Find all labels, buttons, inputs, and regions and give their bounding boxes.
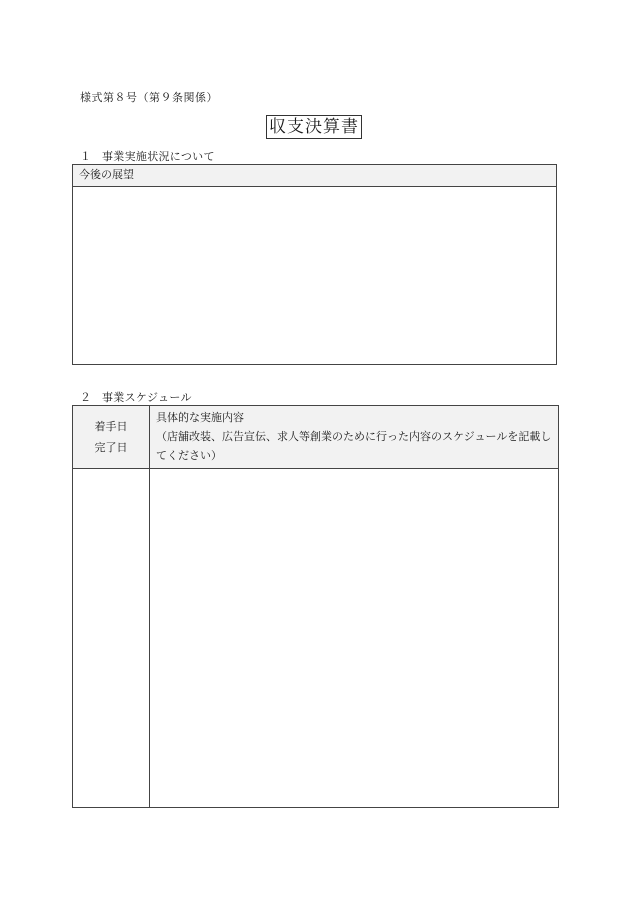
- section-1-number: １: [80, 150, 92, 163]
- outlook-body[interactable]: [73, 187, 556, 365]
- schedule-content-cell[interactable]: [150, 468, 558, 807]
- content-note: （店舗改装、広告宣伝、求人等創業のために行った内容のスケジュールを記載してください）: [156, 430, 552, 462]
- document-title: 収支決算書: [266, 115, 362, 139]
- content-header-cell: [156, 408, 556, 465]
- section-1-title: 事業実施状況について: [102, 150, 215, 163]
- content-label: 具体的な実施内容: [156, 411, 244, 424]
- section-2-number: ２: [80, 391, 92, 404]
- date-header-cell: [73, 406, 149, 468]
- schedule-date-cell[interactable]: [73, 468, 149, 807]
- end-date-label: 完了日: [94, 441, 128, 454]
- section-2-heading: [80, 389, 192, 405]
- schedule-table: [72, 405, 559, 808]
- section-2-title: 事業スケジュール: [102, 391, 192, 404]
- outlook-header: 今後の展望: [73, 165, 556, 187]
- form-number: 様式第８号（第９条関係）: [80, 91, 218, 104]
- section-1-heading: [80, 148, 215, 164]
- start-date-label: 着手日: [94, 420, 128, 433]
- outlook-box: [72, 164, 557, 365]
